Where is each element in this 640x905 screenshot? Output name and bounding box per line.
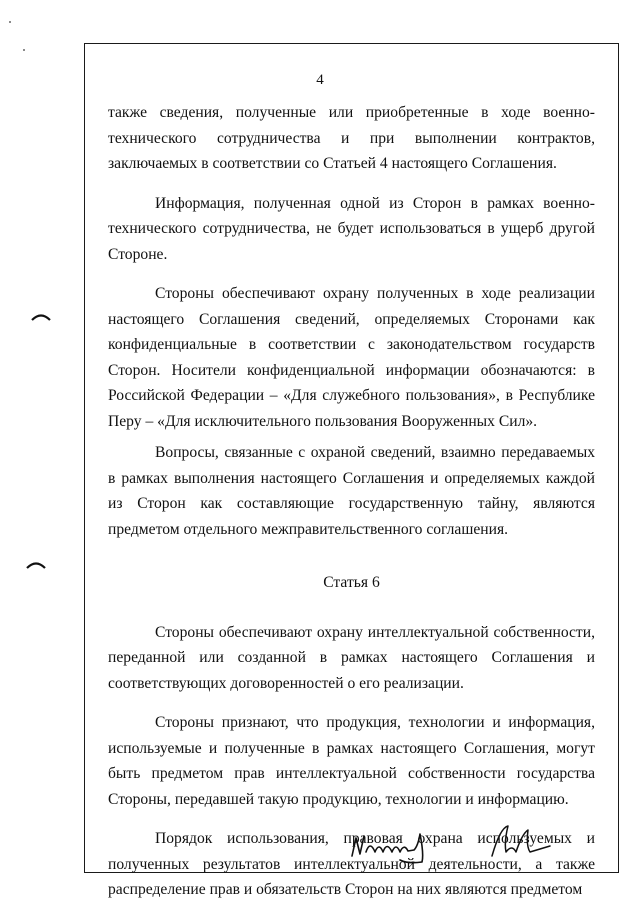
paragraph: Порядок использования, правовая охрана используемых и полученных результатов интеллектуальной деятельности, а также распределение прав и обязательств Сторон на них являются предметом — [108, 830, 595, 898]
hole-punch-mark-top — [30, 310, 52, 322]
paragraph: Стороны обеспечивают охрану интеллектуальной собственности, переданной или созданной в рамках настоящего Соглашения и соответствующих договоренностей о его реализации. — [108, 623, 595, 692]
article-heading: Статья 6 — [323, 574, 380, 591]
paragraph: Информация, полученная одной из Сторон в рамках военно-технического сотрудничества, не будет использоваться в ущерб другой Стороне. — [108, 194, 595, 263]
page-number: 4 — [316, 72, 324, 88]
paragraph: также сведения, полученные или приобретенные в ходе военно-технического сотрудничества и при выполнении контрактов, заключаемых в соответствии со Статьей 4 настоящего Соглашения. — [108, 104, 595, 172]
signature-initials-left — [348, 826, 443, 866]
scan-speck — [9, 21, 11, 23]
scan-speck — [23, 49, 25, 51]
paragraph: Стороны признают, что продукция, технологии и информация, используемые и полученные в рамках настоящего Соглашения, могут быть предметом прав интеллектуальной собственности государства Стороны, передавшей такую продукцию, технологии и информацию. — [108, 714, 595, 808]
signature-initials-right — [486, 822, 556, 862]
hole-punch-mark-bottom — [25, 558, 47, 570]
document-body — [108, 100, 595, 903]
paragraph: Стороны обеспечивают охрану полученных в ходе реализации настоящего Соглашения сведений, определяемых Сторонами как конфиденциальные в соответствии с законодательством государств Сторон. Носители конфиденциальной информации обозначаются: в Российской Федерации – «Для служебного пользования», в Республике Перу – «Для исключительного пользования Вооруженных Сил». — [108, 285, 595, 430]
paragraph: Вопросы, связанные с охраной сведений, взаимно передаваемых в рамках выполнения настоящего Соглашения и определяемых каждой из Сторон как составляющие государственную тайну, являются предметом отдельного межправительственного соглашения. — [108, 444, 595, 538]
